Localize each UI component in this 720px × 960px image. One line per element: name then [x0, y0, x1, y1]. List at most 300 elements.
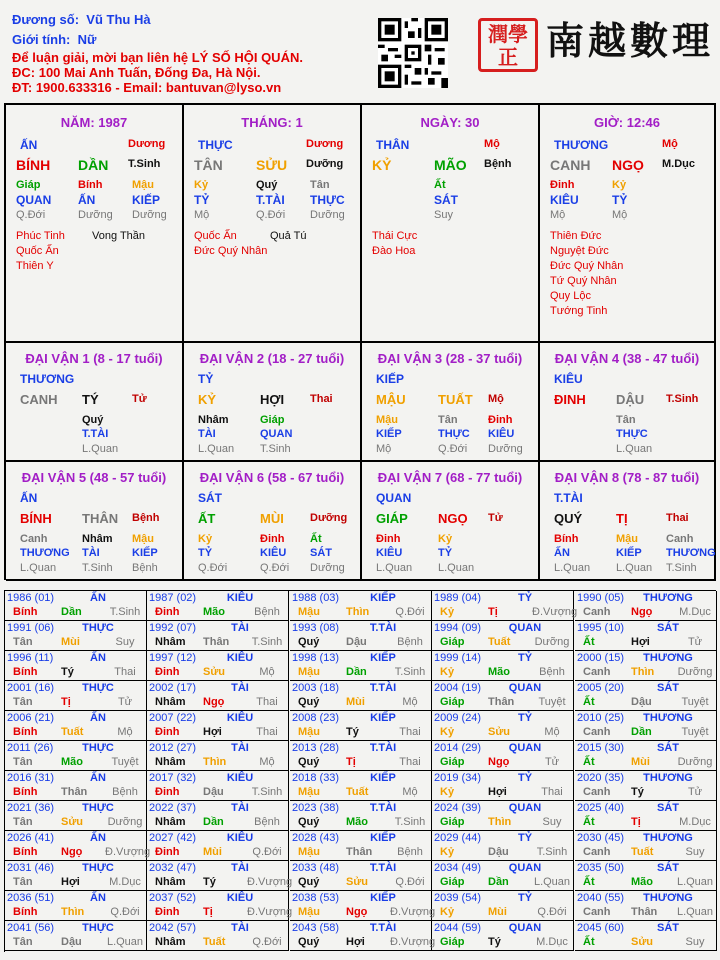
year-cell	[5, 891, 147, 921]
year-ten-god: KIÊU	[226, 652, 254, 664]
year-stem: Bính	[13, 666, 38, 678]
hidden-ten-god: TỶ	[612, 193, 628, 207]
hidden-ten-god: SÁT	[434, 193, 458, 207]
heavenly-stem: TÂN	[194, 157, 223, 173]
year-label: 2007 (22)	[149, 712, 197, 724]
dai-van-hidden-god: QUAN	[260, 428, 293, 440]
dai-van-hidden-stem: Bính	[554, 533, 579, 545]
year-cell	[432, 711, 574, 741]
dai-van-hidden-phase: T.Sinh	[260, 443, 291, 455]
year-ten-god: T.TÀI	[369, 682, 397, 694]
year-label: 2032 (47)	[149, 862, 197, 874]
person-name: Đương số: Vũ Thu Hà	[12, 12, 151, 27]
year-stem: Giáp	[440, 636, 465, 648]
year-branch: Mùi	[631, 756, 650, 768]
dai-van-branch: THÂN	[82, 511, 119, 526]
dai-van-hidden-stem: Nhâm	[82, 533, 113, 545]
year-stem: Nhâm	[155, 696, 186, 708]
dai-van-2	[184, 343, 362, 462]
year-branch: Dậu	[61, 936, 82, 948]
hidden-phase: Dưỡng	[78, 209, 113, 221]
year-stem: Canh	[583, 606, 611, 618]
year-ten-god: QUAN	[508, 802, 542, 814]
year-ten-god: T.TÀI	[369, 622, 397, 634]
year-ten-god: ẤN	[90, 652, 106, 664]
branch-phase: T.Sinh	[128, 158, 161, 170]
year-cell	[5, 711, 147, 741]
year-stem: Nhâm	[155, 636, 186, 648]
year-cell	[575, 891, 717, 921]
year-phase: Bệnh	[254, 606, 280, 618]
dai-van-hidden-phase: L.Quan	[616, 562, 653, 574]
year-branch: Thân	[203, 636, 230, 648]
year-cell	[575, 711, 717, 741]
year-stem: Kỷ	[440, 786, 455, 798]
year-branch: Sửu	[488, 726, 511, 738]
year-stem: Ất	[583, 936, 595, 948]
year-stem: Mậu	[298, 846, 320, 858]
hidden-stem: Giáp	[16, 179, 41, 191]
year-label: 2026 (41)	[7, 832, 55, 844]
year-stem: Kỷ	[440, 846, 455, 858]
dai-van-hidden-god: ẤN	[554, 547, 570, 559]
dai-van-stem: MẬU	[376, 392, 406, 407]
year-ten-god: THƯƠNG	[643, 652, 693, 664]
year-branch: Sửu	[61, 816, 84, 828]
year-label: 1996 (11)	[7, 652, 54, 664]
year-stem: Đinh	[155, 846, 180, 858]
pillar-title: GIỜ: 12:46	[593, 115, 660, 130]
year-ten-god: SÁT	[657, 802, 679, 814]
year-label: 2019 (34)	[434, 772, 482, 784]
dai-van-stem: BÍNH	[20, 511, 52, 526]
dai-van-stem: CANH	[20, 392, 58, 407]
year-label: 2038 (53)	[292, 892, 340, 904]
dai-van-phase: Thai	[666, 512, 689, 524]
logo-title: 南越數理	[546, 18, 715, 63]
year-label: 1994 (09)	[434, 622, 482, 634]
year-cell	[575, 921, 717, 951]
year-label: 2027 (42)	[149, 832, 197, 844]
dai-van-hidden-god: THỰC	[616, 428, 648, 440]
star-left: Quốc Ấn	[16, 245, 59, 257]
dai-van-hidden-god: THƯƠNG	[20, 547, 70, 559]
year-phase: Bệnh	[539, 666, 565, 678]
dai-van-phase: Tử	[488, 512, 503, 524]
year-label: 1999 (14)	[434, 652, 482, 664]
year-phase: M.Dục	[679, 816, 711, 828]
year-ten-god: TÀI	[231, 862, 249, 874]
dai-van-hidden-god: KIẾP	[132, 547, 158, 559]
year-ten-god: THỰC	[82, 862, 114, 874]
dai-van-hidden-stem: Đinh	[260, 533, 285, 545]
year-stem: Đinh	[155, 786, 180, 798]
year-branch: Mùi	[488, 906, 507, 918]
dai-van-ten-god: SÁT	[198, 491, 222, 505]
dai-van-hidden-god: T.TÀI	[82, 428, 109, 440]
hidden-phase: Dưỡng	[132, 209, 167, 221]
year-cell	[290, 801, 432, 831]
year-stem: Canh	[583, 906, 611, 918]
year-label: 2041 (56)	[7, 922, 55, 934]
dai-van-title: ĐẠI VẬN 6 (58 - 67 tuổi)	[199, 470, 345, 485]
dai-van-ten-god: KIẾP	[376, 372, 405, 386]
hidden-stem: Mậu	[132, 179, 154, 191]
dai-van-branch: NGỌ	[438, 511, 468, 526]
year-phase: Dưỡng	[534, 636, 570, 648]
dai-van-hidden-stem: Đinh	[376, 533, 401, 545]
year-label: 2012 (27)	[149, 742, 197, 754]
dai-van-hidden-stem: Mậu	[132, 533, 154, 545]
year-stem: Bính	[13, 606, 38, 618]
year-cell	[290, 891, 436, 921]
year-stem: Giáp	[440, 936, 465, 948]
year-phase: Suy	[685, 936, 705, 948]
year-branch: Tuất	[203, 936, 226, 948]
year-cell	[5, 651, 147, 681]
year-label: 2036 (51)	[7, 892, 55, 904]
year-branch: Sửu	[346, 876, 369, 888]
dai-van-hidden-phase: L.Quan	[198, 443, 235, 455]
year-cell	[147, 651, 289, 681]
year-cell	[147, 681, 289, 711]
heavenly-stem: CANH	[550, 157, 591, 173]
dai-van-hidden-god: KIÊU	[376, 547, 403, 559]
year-branch: Tị	[61, 696, 71, 708]
year-ten-god: QUAN	[508, 742, 542, 754]
year-cell	[432, 831, 574, 861]
life-phase: Dương	[128, 138, 166, 150]
year-label: 2039 (54)	[434, 892, 482, 904]
year-stem: Bính	[13, 846, 38, 858]
earthly-branch: MÃO	[434, 157, 467, 173]
hidden-stem: Quý	[256, 179, 278, 191]
year-cell	[575, 741, 717, 771]
year-ten-god: TÀI	[231, 922, 249, 934]
year-stem: Bính	[13, 786, 38, 798]
dai-van-ten-god: TỶ	[198, 372, 214, 386]
dai-van-4	[540, 343, 716, 462]
dai-van-stem: ẤT	[198, 511, 216, 526]
year-stem: Nhâm	[155, 876, 186, 888]
year-label: 2031 (46)	[7, 862, 55, 874]
year-ten-god: TỶ	[517, 712, 533, 724]
dai-van-hidden-god: KIÊU	[488, 428, 515, 440]
year-stem: Giáp	[440, 696, 465, 708]
dai-van-hidden-god: THƯƠNG	[666, 547, 716, 559]
dai-van-1	[6, 343, 184, 462]
year-branch: Dần	[61, 606, 82, 618]
year-branch: Tý	[488, 936, 501, 948]
dai-van-hidden-stem: Canh	[666, 533, 694, 545]
qr-code-icon	[378, 18, 448, 88]
address-line: ĐC: 100 Mai Anh Tuấn, Đống Đa, Hà Nội.	[12, 65, 261, 80]
ten-god-label: ẤN	[20, 138, 38, 152]
year-branch: Tị	[203, 906, 213, 918]
year-cell	[575, 681, 717, 711]
year-stem: Ất	[583, 876, 595, 888]
star-left: Phúc Tinh	[16, 230, 65, 242]
pillar-title: THÁNG: 1	[241, 115, 303, 130]
year-branch: Tuất	[61, 726, 84, 738]
year-cell	[147, 801, 289, 831]
dai-van-hidden-stem: Tân	[616, 414, 636, 426]
year-ten-god: THỰC	[82, 622, 114, 634]
phone-email-line: ĐT: 1900.633316 - Email: bantuvan@lyso.vn	[12, 80, 282, 95]
star-left: Thiên Y	[16, 260, 54, 272]
year-ten-god: TÀI	[231, 742, 249, 754]
year-branch: Thân	[631, 906, 658, 918]
star-left: Đào Hoa	[372, 245, 416, 257]
star-left: Thiên Đức	[550, 230, 602, 242]
year-ten-god: KIẾP	[370, 892, 396, 904]
dai-van-hidden-god: TÀI	[82, 547, 100, 559]
year-phase: Suy	[115, 636, 135, 648]
dai-van-ten-god: THƯƠNG	[20, 372, 75, 386]
dai-van-ten-god: QUAN	[376, 491, 412, 505]
year-branch: Thân	[488, 696, 515, 708]
hidden-phase: Suy	[434, 209, 453, 221]
hidden-stem: Ất	[434, 179, 446, 191]
year-cell	[290, 921, 436, 951]
year-cell	[5, 801, 147, 831]
year-ten-god: THƯƠNG	[643, 892, 693, 904]
year-label: 2015 (30)	[577, 742, 625, 754]
dai-van-hidden-stem: Ất	[310, 533, 322, 545]
year-branch: Tý	[631, 786, 644, 798]
year-phase: Đ.Vượng	[247, 876, 293, 888]
dai-van-hidden-stem: Canh	[20, 533, 48, 545]
year-label: 2004 (19)	[434, 682, 482, 694]
year-phase: Tử	[687, 636, 703, 648]
dai-van-hidden-phase: L.Quan	[376, 562, 413, 574]
year-cell	[432, 801, 574, 831]
dai-van-5	[6, 462, 184, 581]
star-left: Nguyệt Đức	[550, 245, 609, 257]
dai-van-branch: MÙI	[260, 511, 284, 526]
year-stem: Đinh	[155, 666, 180, 678]
year-phase: Đ.Vượng	[105, 846, 151, 858]
year-phase: Dưỡng	[677, 756, 713, 768]
year-branch: Tý	[203, 876, 216, 888]
year-ten-god: THƯƠNG	[643, 592, 693, 604]
heavenly-stem: BÍNH	[16, 157, 51, 173]
year-cell	[575, 861, 717, 891]
dai-van-branch: TỊ	[616, 511, 628, 526]
year-phase: Suy	[685, 846, 705, 858]
star-right: Vong Thần	[92, 230, 146, 242]
year-cell	[290, 741, 432, 771]
year-phase: T.Sinh	[394, 666, 426, 678]
year-phase: Tử	[687, 786, 703, 798]
hidden-ten-god: TỶ	[194, 193, 210, 207]
year-phase: Q.Đới	[395, 876, 425, 888]
year-phase: Thai	[114, 666, 136, 678]
dai-van-title: ĐẠI VẬN 2 (18 - 27 tuổi)	[199, 351, 345, 366]
year-ten-god: ẤN	[90, 892, 106, 904]
year-ten-god: TỶ	[517, 832, 533, 844]
year-cell	[5, 771, 147, 801]
year-branch: Mùi	[346, 696, 365, 708]
year-label: 2002 (17)	[149, 682, 197, 694]
dai-van-hidden-god: KIẾP	[376, 428, 402, 440]
year-branch: Dần	[631, 726, 652, 738]
pillar-1	[6, 105, 184, 343]
hidden-phase: Q.Đới	[256, 209, 286, 221]
year-label: 1995 (10)	[577, 622, 625, 634]
year-ten-god: THƯƠNG	[643, 772, 693, 784]
dai-van-hidden-stem: Quý	[82, 414, 104, 426]
year-ten-god: T.TÀI	[369, 802, 397, 814]
year-branch: Thân	[61, 786, 88, 798]
year-stem: Mậu	[298, 786, 320, 798]
star-left: Đức Quý Nhân	[550, 260, 624, 272]
year-stem: Kỷ	[440, 606, 455, 618]
year-label: 2010 (25)	[577, 712, 625, 724]
year-ten-god: T.TÀI	[369, 922, 397, 934]
dai-van-hidden-stem: Kỷ	[438, 533, 453, 545]
year-cell	[5, 831, 151, 861]
year-stem: Bính	[13, 906, 38, 918]
dai-van-hidden-phase: T.Sinh	[82, 562, 113, 574]
dai-van-hidden-phase: L.Quan	[82, 443, 119, 455]
year-stem: Giáp	[440, 756, 465, 768]
year-phase: Tử	[117, 696, 133, 708]
dai-van-branch: TÝ	[82, 392, 99, 407]
year-phase: L.Quan	[533, 876, 571, 888]
year-stem: Ất	[583, 756, 595, 768]
year-branch: Thìn	[203, 756, 227, 768]
year-branch: Thân	[346, 846, 373, 858]
dai-van-hidden-phase: Mộ	[376, 443, 392, 455]
year-ten-god: THƯƠNG	[643, 832, 693, 844]
year-label: 2033 (48)	[292, 862, 340, 874]
year-stem: Đinh	[155, 726, 180, 738]
year-ten-god: KIẾP	[370, 772, 396, 784]
year-cell	[5, 681, 147, 711]
dai-van-hidden-phase: Bệnh	[132, 562, 158, 574]
dai-van-hidden-god: TỶ	[438, 547, 453, 559]
year-branch: Thìn	[631, 666, 655, 678]
year-phase: Dưỡng	[677, 666, 713, 678]
year-label: 2018 (33)	[292, 772, 340, 784]
dai-van-phase: Bệnh	[132, 512, 160, 524]
year-stem: Kỷ	[440, 726, 455, 738]
year-branch: Ngọ	[61, 846, 83, 858]
hidden-ten-god: T.TÀI	[256, 193, 285, 207]
year-label: 2014 (29)	[434, 742, 482, 754]
contact-line: Để luận giải, mời bạn liên hệ LÝ SỐ HỘI QUÁN.	[12, 50, 303, 65]
year-label: 1986 (01)	[7, 592, 55, 604]
year-ten-god: THỰC	[82, 802, 114, 814]
gender: Giới tính: Nữ	[12, 32, 97, 47]
year-branch: Hợi	[631, 636, 650, 648]
year-cell	[290, 771, 432, 801]
year-ten-god: SÁT	[657, 742, 679, 754]
year-label: 2028 (43)	[292, 832, 340, 844]
year-label: 2000 (15)	[577, 652, 625, 664]
year-ten-god: SÁT	[657, 682, 679, 694]
year-ten-god: KIẾP	[370, 652, 396, 664]
dai-van-stem: QUÝ	[554, 511, 583, 526]
year-phase: Q.Đới	[252, 936, 282, 948]
year-branch: Sửu	[631, 936, 654, 948]
star-left: Tướng Tinh	[550, 305, 608, 317]
year-ten-god: SÁT	[657, 622, 679, 634]
year-phase: Mộ	[117, 726, 133, 738]
year-branch: Sửu	[203, 666, 226, 678]
year-phase: T.Sinh	[109, 606, 141, 618]
year-label: 2013 (28)	[292, 742, 340, 754]
year-label: 2022 (37)	[149, 802, 197, 814]
dai-van-stem: GIÁP	[376, 511, 408, 526]
hidden-ten-god: QUAN	[16, 193, 52, 207]
dai-van-title: ĐẠI VẬN 8 (78 - 87 tuổi)	[554, 470, 700, 485]
dai-van-hidden-phase: Dưỡng	[310, 562, 345, 574]
branch-phase: Dưỡng	[306, 158, 344, 170]
year-branch: Ngọ	[203, 696, 225, 708]
dai-van-title: ĐẠI VẬN 5 (48 - 57 tuổi)	[21, 470, 167, 485]
hidden-ten-god: KIÊU	[550, 193, 579, 207]
year-stem: Mậu	[298, 606, 320, 618]
year-label: 2044 (59)	[434, 922, 482, 934]
year-branch: Thìn	[346, 606, 370, 618]
year-stem: Nhâm	[155, 816, 186, 828]
year-stem: Canh	[583, 666, 611, 678]
year-phase: Mộ	[402, 696, 418, 708]
year-branch: Dần	[346, 666, 367, 678]
year-cell	[575, 831, 717, 861]
hidden-phase: Mộ	[194, 209, 210, 221]
year-branch: Mão	[346, 816, 368, 828]
year-ten-god: KIẾP	[370, 832, 396, 844]
hidden-ten-god: THỰC	[310, 193, 345, 207]
hidden-stem: Kỷ	[194, 179, 209, 191]
year-label: 2003 (18)	[292, 682, 340, 694]
year-label: 2011 (26)	[7, 742, 54, 754]
year-cell	[290, 681, 432, 711]
dai-van-hidden-stem: Mậu	[616, 533, 638, 545]
year-ten-god: TỶ	[517, 652, 533, 664]
life-phase: Dương	[306, 138, 344, 150]
year-stem: Quý	[298, 816, 320, 828]
year-cell	[290, 591, 432, 621]
year-branch: Tuất	[631, 846, 654, 858]
year-label: 1993 (08)	[292, 622, 340, 634]
dai-van-hidden-stem: Mậu	[376, 414, 398, 426]
year-cell	[290, 831, 432, 861]
branch-phase: M.Dục	[662, 158, 695, 170]
year-cell	[432, 681, 574, 711]
year-phase: Mộ	[402, 786, 418, 798]
year-label: 2021 (36)	[7, 802, 55, 814]
hidden-stem: Kỷ	[612, 179, 627, 191]
year-phase: T.Sinh	[536, 846, 568, 858]
year-label: 2006 (21)	[7, 712, 55, 724]
year-branch: Mùi	[203, 846, 222, 858]
year-label: 2025 (40)	[577, 802, 625, 814]
year-branch: Dậu	[631, 696, 652, 708]
year-phase: T.Sinh	[251, 786, 283, 798]
year-ten-god: ẤN	[90, 832, 106, 844]
hidden-phase: Mộ	[550, 209, 566, 221]
star-left: Quy Lộc	[550, 290, 591, 302]
year-ten-god: KIÊU	[226, 772, 254, 784]
year-phase: Tuyệt	[681, 726, 709, 738]
year-cell	[575, 651, 717, 681]
year-ten-god: THỰC	[82, 682, 114, 694]
year-phase: M.Dục	[536, 936, 568, 948]
